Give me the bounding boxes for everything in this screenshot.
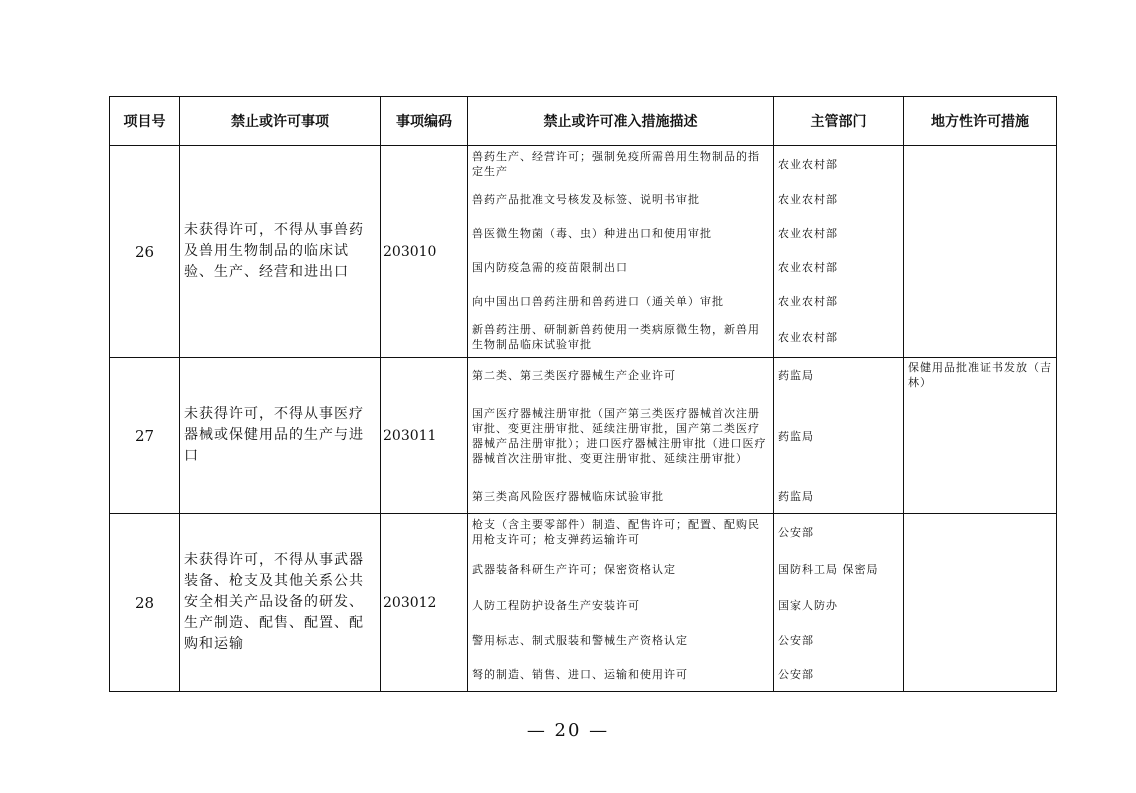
page-number: — 20 — bbox=[526, 720, 610, 741]
measure-description: 国产医疗器械注册审批（国产第三类医疗器械首次注册审批、变更注册审批、延续注册审批，国产第二类医疗器械产品注册审批）；进口医疗器械注册审批（进口医疗器械首次注册审批、变更注册审批、延续注册审批） bbox=[472, 407, 767, 465]
item-name: 未获得许可，不得从事兽药及兽用生物制品的临床试验、生产、经营和进出口 bbox=[180, 146, 381, 358]
local-measure: 保健用品批准证书发放（吉林） bbox=[908, 361, 1052, 389]
department-cell bbox=[774, 358, 904, 514]
item-number: 28 bbox=[110, 514, 180, 692]
header-measure-description: 禁止或许可准入措施描述 bbox=[468, 97, 774, 146]
item-number: 27 bbox=[110, 358, 180, 514]
measure-description: 第三类高风险医疗器械临床试验审批 bbox=[472, 489, 664, 503]
local-measure-cell bbox=[904, 146, 1057, 358]
permit-table bbox=[109, 96, 1057, 692]
measure-description: 武器装备科研生产许可；保密资格认定 bbox=[472, 562, 676, 576]
department: 公安部 bbox=[778, 633, 814, 647]
local-measure-cell bbox=[904, 358, 1057, 514]
measure-description: 向中国出口兽药注册和兽药进口（通关单）审批 bbox=[472, 294, 724, 308]
department: 药监局 bbox=[778, 368, 814, 382]
department: 农业农村部 bbox=[778, 226, 838, 240]
department: 药监局 bbox=[778, 429, 814, 443]
table-row bbox=[110, 358, 1057, 514]
item-number: 26 bbox=[110, 146, 180, 358]
measure-description: 人防工程防护设备生产安装许可 bbox=[472, 598, 640, 612]
table-row bbox=[110, 146, 1057, 358]
measure-description-cell bbox=[468, 358, 774, 514]
item-code: 203010 bbox=[381, 146, 468, 358]
department: 农业农村部 bbox=[778, 294, 838, 308]
department: 国家人防办 bbox=[778, 598, 838, 612]
header-item-number: 项目号 bbox=[110, 97, 180, 146]
local-measure-cell bbox=[904, 514, 1057, 692]
header-item-code: 事项编码 bbox=[381, 97, 468, 146]
measure-description: 兽医微生物菌（毒、虫）种进出口和使用审批 bbox=[472, 226, 712, 240]
item-code: 203012 bbox=[381, 514, 468, 692]
item-name: 未获得许可，不得从事武器装备、枪支及其他关系公共安全相关产品设备的研发、生产制造、配售、配置、配购和运输 bbox=[180, 514, 381, 692]
department: 农业农村部 bbox=[778, 192, 838, 206]
department: 农业农村部 bbox=[778, 330, 838, 344]
measure-description: 枪支（含主要零部件）制造、配售许可；配置、配购民用枪支许可；枪支弹药运输许可 bbox=[472, 518, 760, 546]
measure-description-cell bbox=[468, 514, 774, 692]
header-item-name: 禁止或许可事项 bbox=[180, 97, 381, 146]
department-cell bbox=[774, 146, 904, 358]
department: 农业农村部 bbox=[778, 157, 838, 171]
department: 公安部 bbox=[778, 667, 814, 681]
item-code: 203011 bbox=[381, 358, 468, 514]
measure-description: 兽药生产、经营许可；强制免疫所需兽用生物制品的指定生产 bbox=[472, 150, 760, 178]
measure-description: 第二类、第三类医疗器械生产企业许可 bbox=[472, 368, 676, 382]
measure-description: 国内防疫急需的疫苗限制出口 bbox=[472, 260, 628, 274]
measure-description: 弩的制造、销售、进口、运输和使用许可 bbox=[472, 667, 688, 681]
table-header-row bbox=[110, 97, 1057, 146]
measure-description: 新兽药注册、研制新兽药使用一类病原微生物，新兽用生物制品临床试验审批 bbox=[472, 323, 760, 351]
department: 公安部 bbox=[778, 525, 814, 539]
department: 农业农村部 bbox=[778, 260, 838, 274]
table-row bbox=[110, 514, 1057, 692]
item-name: 未获得许可，不得从事医疗器械或保健用品的生产与进口 bbox=[180, 358, 381, 514]
department: 国防科工局 保密局 bbox=[778, 562, 879, 576]
local-measure bbox=[904, 146, 1056, 150]
department-cell bbox=[774, 514, 904, 692]
measure-description: 兽药产品批准文号核发及标签、说明书审批 bbox=[472, 192, 700, 206]
header-department: 主管部门 bbox=[774, 97, 904, 146]
header-local-measure: 地方性许可措施 bbox=[904, 97, 1057, 146]
local-measure bbox=[904, 514, 1056, 518]
measure-description-cell bbox=[468, 146, 774, 358]
department: 药监局 bbox=[778, 489, 814, 503]
measure-description: 警用标志、制式服装和警械生产资格认定 bbox=[472, 633, 688, 647]
